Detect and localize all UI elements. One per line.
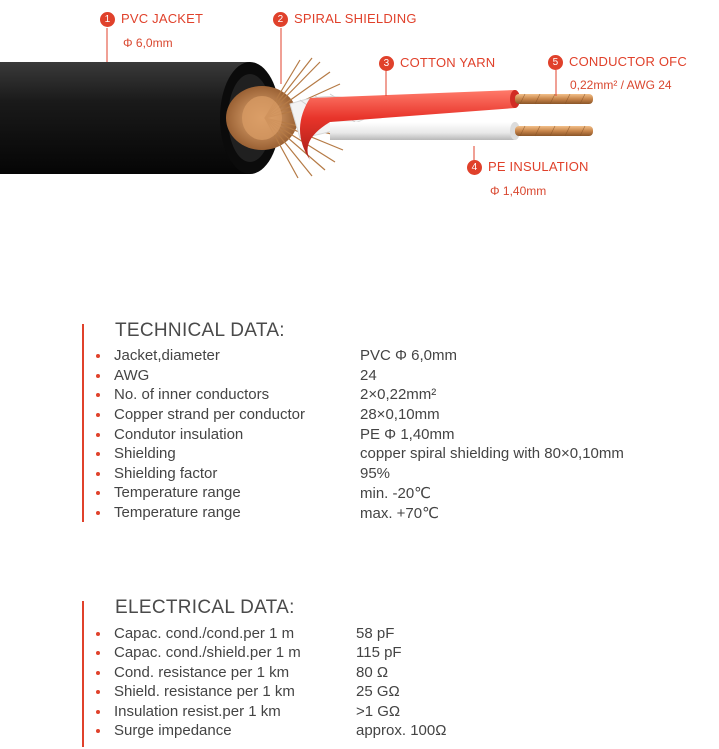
- callout-number: 2: [273, 12, 288, 27]
- white-conductor: [330, 122, 593, 140]
- spec-label: No. of inner conductors: [114, 386, 270, 403]
- spec-value: 28×0,10mm: [360, 406, 440, 423]
- callout-conductor-ofc-sub: 0,22mm² / AWG 24: [570, 78, 672, 92]
- spec-label: Shield. resistance per 1 km: [114, 683, 295, 700]
- callout-cotton-yarn: [379, 55, 495, 71]
- spec-value: approx. 100Ω: [356, 722, 447, 739]
- spec-label: AWG: [114, 367, 150, 384]
- spec-label: Temperature range: [114, 504, 241, 521]
- spec-label: Surge impedance: [114, 722, 232, 739]
- callout-pvc-jacket-sub: Φ 6,0mm: [123, 36, 173, 50]
- spec-value: copper spiral shielding with 80×0,10mm: [360, 445, 624, 462]
- bullet-icon: [96, 710, 100, 714]
- electrical-data-section: [82, 597, 702, 747]
- bullet-icon: [96, 729, 100, 733]
- spec-label: Temperature range: [114, 484, 241, 501]
- bullet-icon: [96, 651, 100, 655]
- spec-value: 80 Ω: [356, 664, 389, 681]
- callout-label: PVC JACKET: [121, 11, 204, 26]
- spec-value: min. -20℃: [360, 485, 432, 502]
- spec-value: 95%: [360, 465, 391, 482]
- callout-label: CONDUCTOR OFC: [569, 54, 687, 69]
- spec-label: Jacket,diameter: [114, 347, 220, 364]
- spec-label: Capac. cond./cond.per 1 m: [114, 625, 295, 642]
- section-title: ELECTRICAL DATA:: [115, 597, 295, 618]
- spec-value: 2×0,22mm²: [360, 386, 437, 403]
- bullet-icon: [96, 511, 100, 515]
- bullet-icon: [96, 354, 100, 358]
- bullet-icon: [96, 690, 100, 694]
- callout-label: SPIRAL SHIELDING: [294, 11, 417, 26]
- bullet-icon: [96, 671, 100, 675]
- spec-label: Copper strand per conductor: [114, 406, 305, 423]
- bullet-icon: [96, 374, 100, 378]
- spec-value: 25 GΩ: [356, 683, 400, 700]
- spec-value: max. +70℃: [360, 505, 439, 522]
- callout-number: 4: [467, 160, 482, 175]
- callout-spiral-shielding: [273, 11, 417, 27]
- section-title: TECHNICAL DATA:: [115, 320, 285, 341]
- spec-label: Insulation resist.per 1 km: [114, 703, 281, 720]
- callout-pe-insulation-sub: Φ 1,40mm: [490, 184, 547, 198]
- spec-value: 115 pF: [356, 644, 402, 661]
- spec-label: Shielding factor: [114, 465, 218, 482]
- callout-conductor-ofc: [548, 54, 687, 70]
- callout-number: 1: [100, 12, 115, 27]
- bullet-icon: [96, 491, 100, 495]
- callout-pvc-jacket: [100, 11, 203, 27]
- bullet-icon: [96, 393, 100, 397]
- spec-value: 24: [360, 367, 377, 384]
- cable-cutaway-diagram: [0, 0, 719, 250]
- cable-illustration: [0, 0, 719, 250]
- bullet-icon: [96, 413, 100, 417]
- spec-value: >1 GΩ: [356, 703, 401, 720]
- bullet-icon: [96, 472, 100, 476]
- spec-value: 58 pF: [356, 625, 395, 642]
- spec-value: PE Φ 1,40mm: [360, 426, 455, 443]
- callout-number: 5: [548, 55, 563, 70]
- bullet-icon: [96, 632, 100, 636]
- spec-value: PVC Φ 6,0mm: [360, 347, 457, 364]
- section-accent-bar: [82, 324, 84, 522]
- section-accent-bar: [82, 601, 84, 747]
- bullet-icon: [96, 452, 100, 456]
- spec-label: Shielding: [114, 445, 176, 462]
- bullet-icon: [96, 433, 100, 437]
- callout-number: 3: [379, 56, 394, 71]
- spec-label: Condutor insulation: [114, 426, 244, 443]
- spec-label: Capac. cond./shield.per 1 m: [114, 644, 301, 661]
- technical-data-section: [82, 320, 702, 525]
- callout-label: PE INSULATION: [488, 159, 589, 174]
- callout-pe-insulation: [467, 159, 589, 175]
- spec-label: Cond. resistance per 1 km: [114, 664, 290, 681]
- callout-label: COTTON YARN: [400, 55, 496, 70]
